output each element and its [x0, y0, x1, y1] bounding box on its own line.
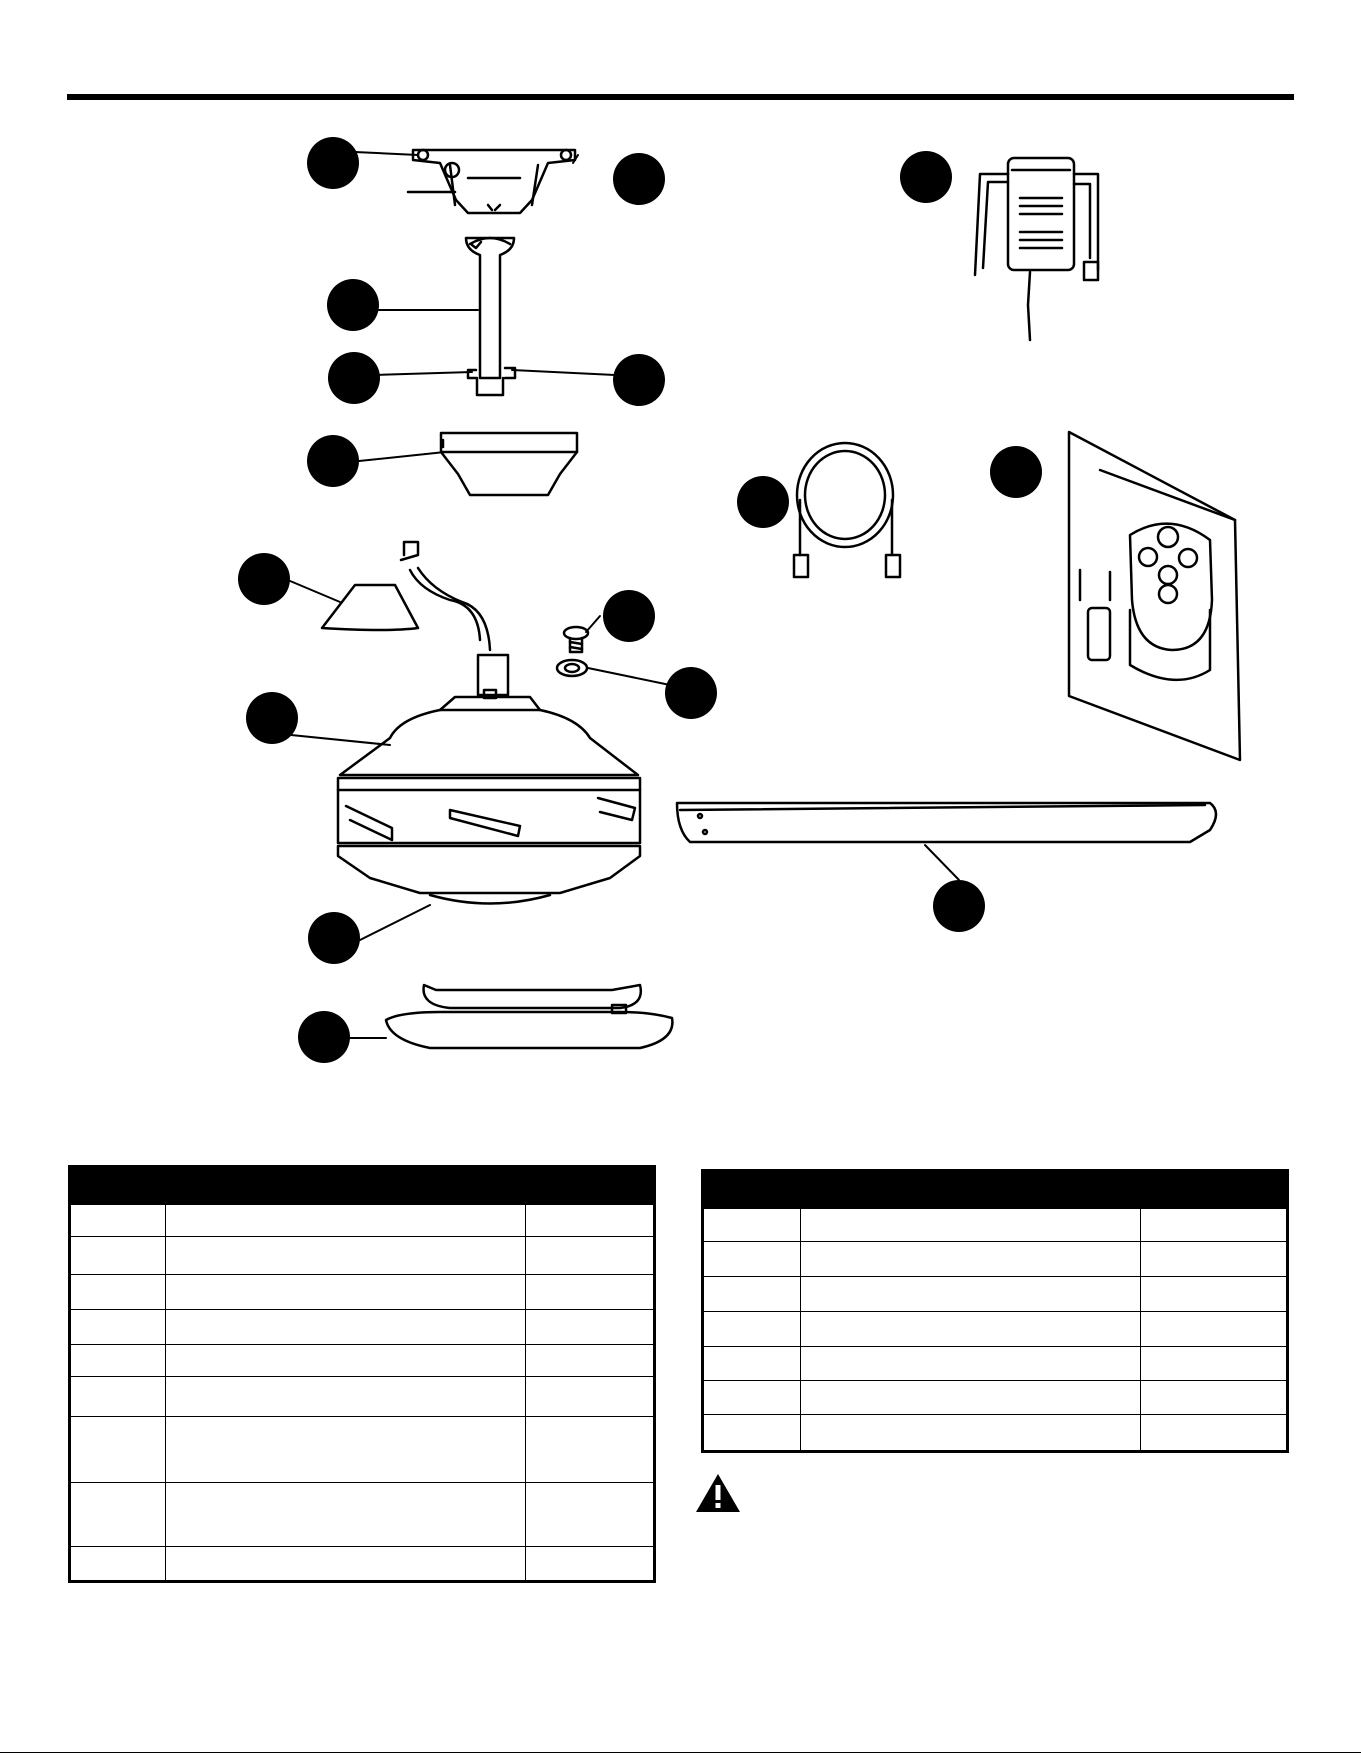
fan-blade-drawing [677, 803, 1216, 842]
receiver-drawing [975, 158, 1098, 340]
table-row [703, 1381, 1288, 1415]
callout-badge-light-kit-adapter [308, 912, 360, 964]
table-row [703, 1312, 1288, 1347]
callout-badge-downrod-clip [613, 354, 665, 406]
callout-badge-extension-wire [737, 476, 789, 528]
callout-badge-downrod-pin [328, 352, 380, 404]
table-row [703, 1415, 1288, 1452]
table-row [70, 1310, 655, 1345]
table-row [703, 1277, 1288, 1312]
table-row [70, 1483, 655, 1547]
callout-badge-motor-assembly [246, 692, 298, 744]
table-row [70, 1547, 655, 1582]
table-row [703, 1347, 1288, 1381]
table-row [70, 1205, 655, 1237]
mounting-bracket-drawing [408, 150, 575, 213]
warning-triangle-icon [694, 1472, 742, 1514]
motor-assembly-drawing [338, 542, 640, 904]
table-header-row [703, 1171, 1288, 1209]
callout-badge-washer [665, 667, 717, 719]
footer-rule [0, 1752, 1361, 1753]
callout-badge-wall-remote [990, 446, 1042, 498]
parts-table-right [701, 1169, 1289, 1453]
callout-badge-light-cover [298, 1011, 350, 1063]
table-row [70, 1417, 655, 1483]
callout-badge-canopy [307, 435, 359, 487]
downrod-drawing [466, 238, 515, 395]
light-cover-drawing [386, 985, 672, 1048]
callout-badge-downrod [327, 279, 379, 331]
callout-badge-receiver [900, 151, 952, 203]
canopy-drawing [441, 433, 577, 495]
callout-badge-fan-blade [933, 880, 985, 932]
callout-badge-bracket-screw [613, 153, 665, 205]
screw-washer-drawing [557, 627, 588, 676]
wall-remote-drawing [1069, 432, 1240, 760]
table-row [703, 1242, 1288, 1277]
table-row [70, 1275, 655, 1310]
table-header-row [70, 1167, 655, 1205]
callout-badge-coupling-cover [238, 553, 290, 605]
table-row [703, 1209, 1288, 1242]
parts-table-left [68, 1165, 656, 1583]
callout-badge-blade-screw [603, 590, 655, 642]
coupling-cover-drawing [322, 585, 418, 630]
table-row [70, 1377, 655, 1417]
callout-badge-mounting-bracket [307, 137, 359, 189]
table-row [70, 1345, 655, 1377]
table-row [70, 1237, 655, 1275]
extension-wire-drawing [794, 443, 900, 577]
